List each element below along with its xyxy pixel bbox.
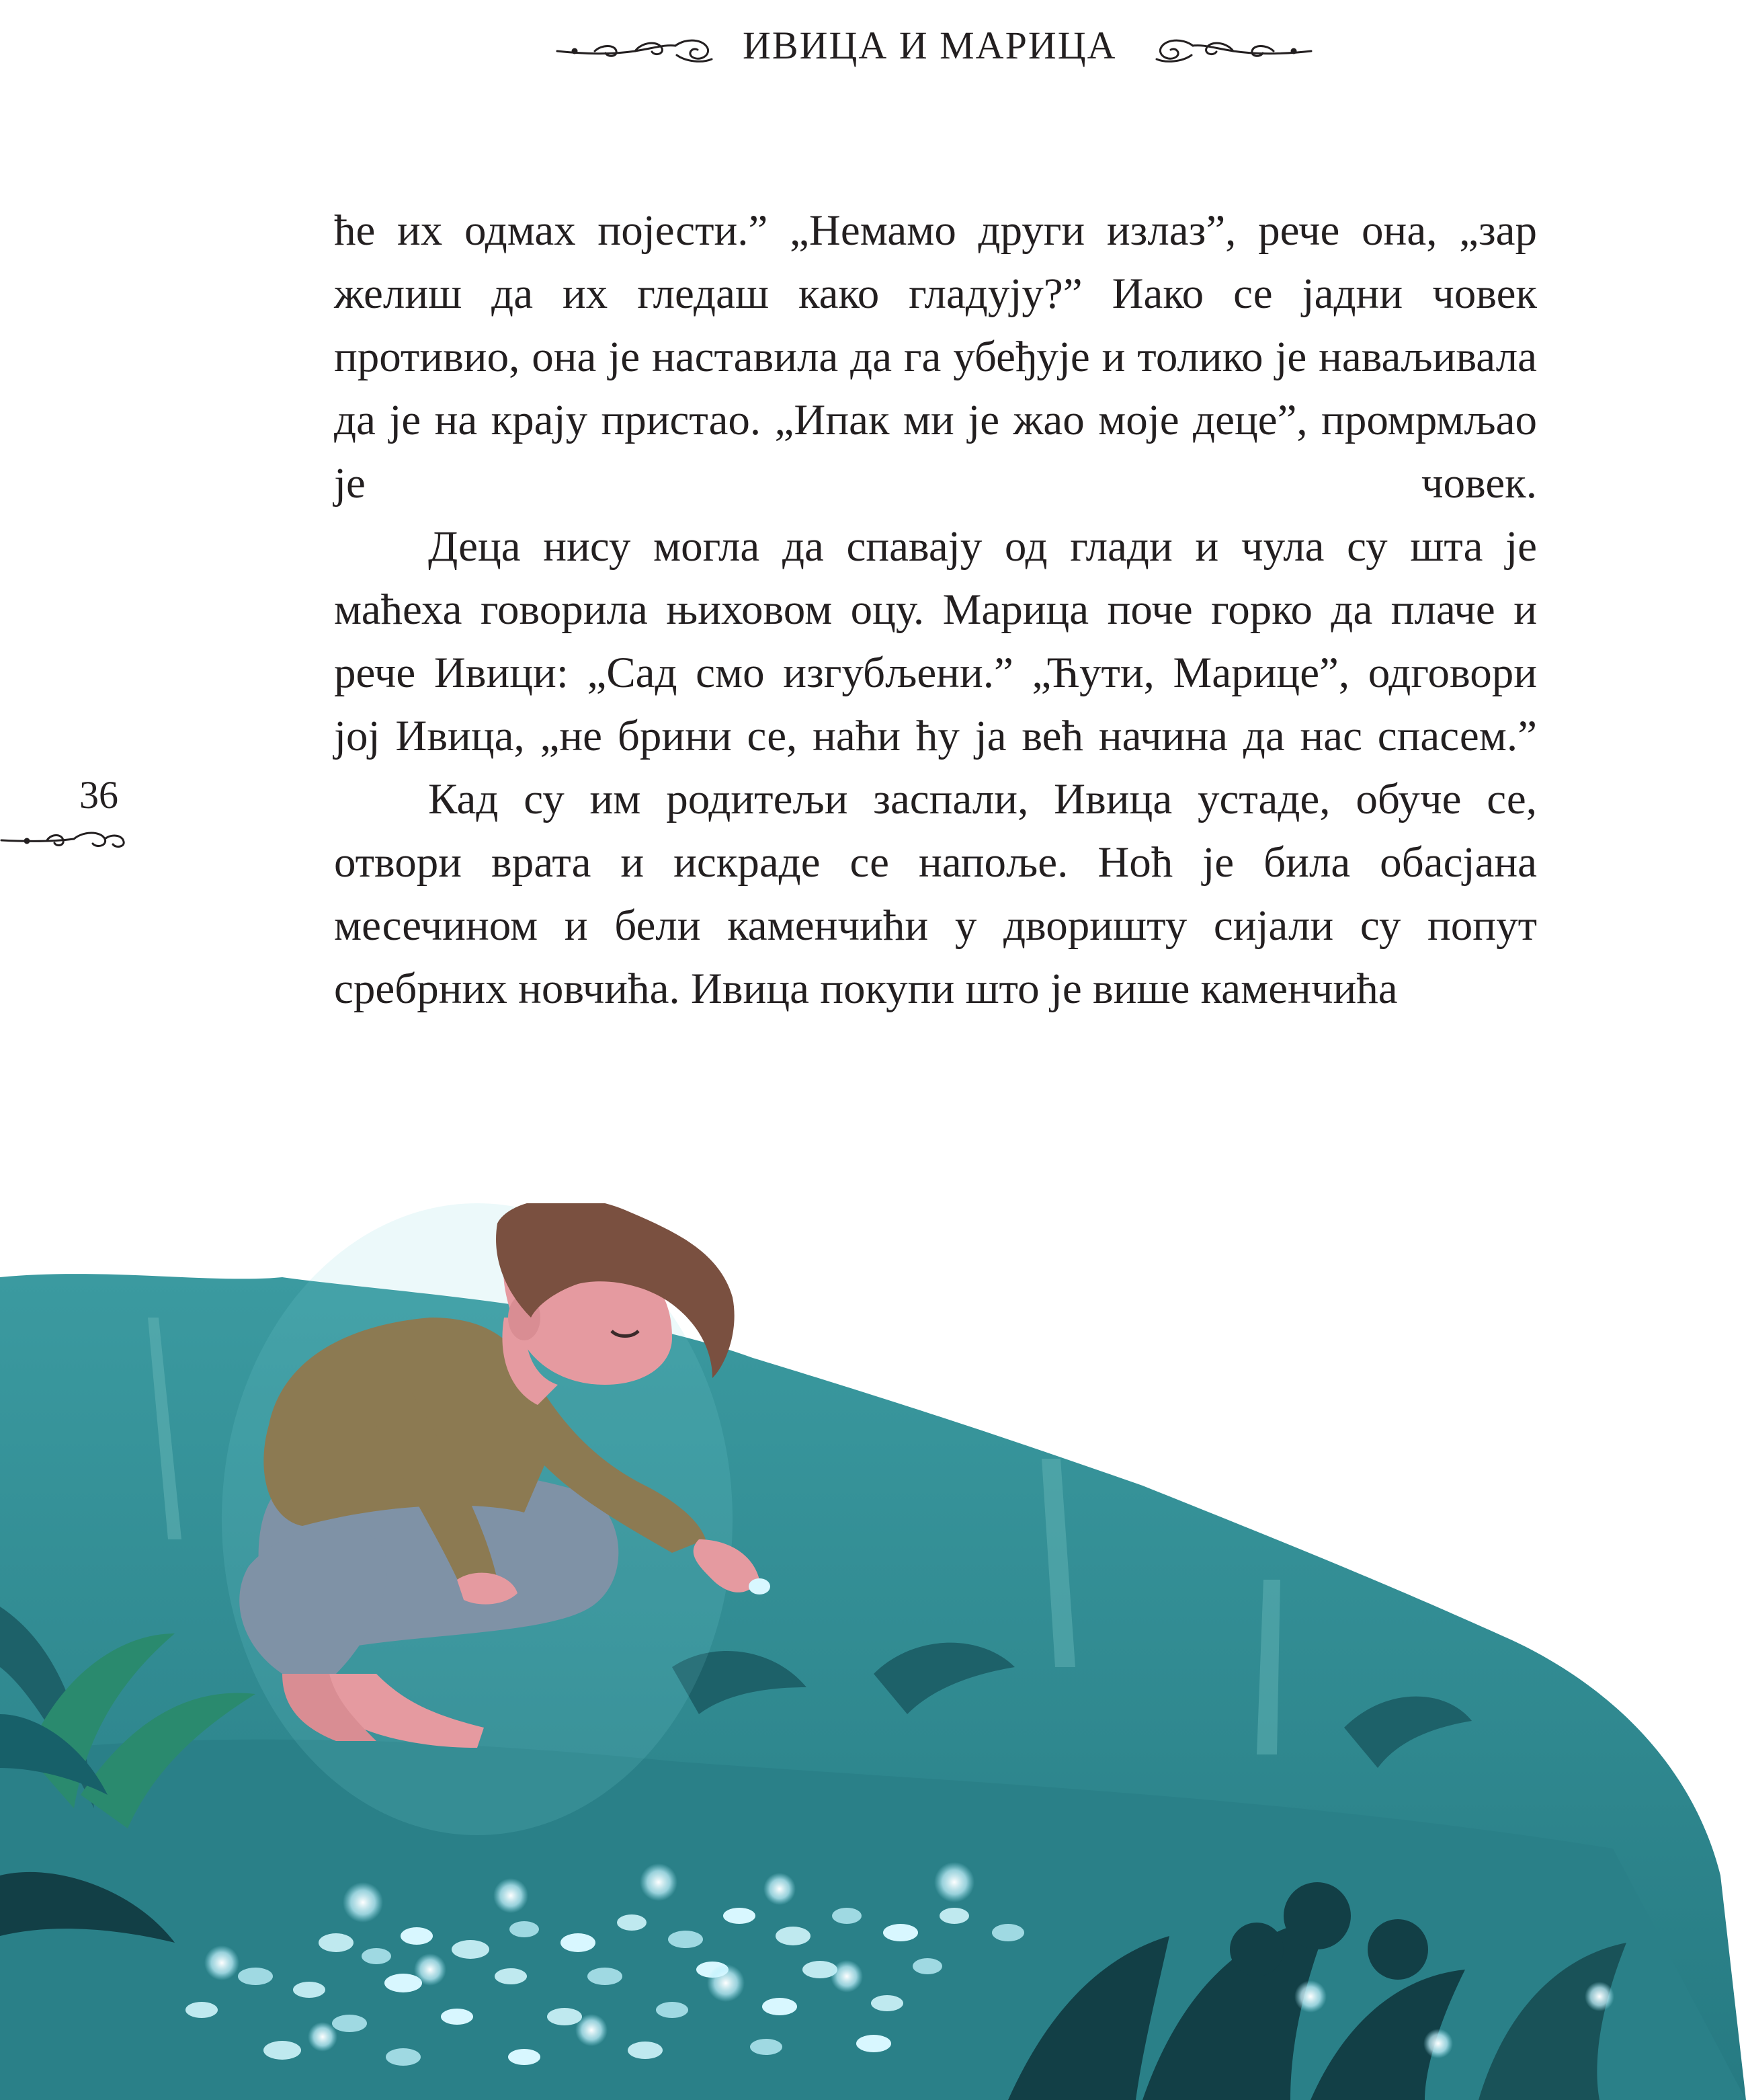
flourish-right-icon: [1153, 31, 1314, 69]
running-header-title: ИВИЦА И МАРИЦА: [743, 24, 1117, 67]
flourish-small-icon: [0, 825, 128, 852]
story-text: [334, 199, 1537, 1020]
running-header: [0, 19, 1746, 73]
flourish-left-icon: [554, 31, 716, 69]
page-number: 36: [79, 773, 118, 817]
illustration-boy-with-pebbles: [0, 1203, 1746, 2100]
paragraph: ће их одмах појести.” „Немамо други излаз”, рече она, „зар желиш да их гледаш како гладују?” Иако се јадни човек противио, она је наставила да га убеђује и толико је наваљивала да је на крају пристао. „Ипак ми је жао моје деце”, промрмљао је човек.: [334, 206, 1537, 508]
paragraph: Кад су им родитељи заспали, Ивица устаде, обуче се, отвори врата и искраде се напоље. Ноћ је била обасјана месечином и бели каменчићи у дворишту сијали су попут сребрних новчића. Ивица покупи што је више каменчића: [334, 775, 1537, 1013]
paragraph: Деца нису могла да спавају од глади и чула су шта је маћеха говорила њиховом оцу. Марица поче горко да плаче и рече Ивици: „Сад смо изгубљени.” „Ћути, Марице”, одговори јој Ивица, „не брини се, наћи ћу ја већ начина да нас спасем.”: [334, 522, 1537, 760]
